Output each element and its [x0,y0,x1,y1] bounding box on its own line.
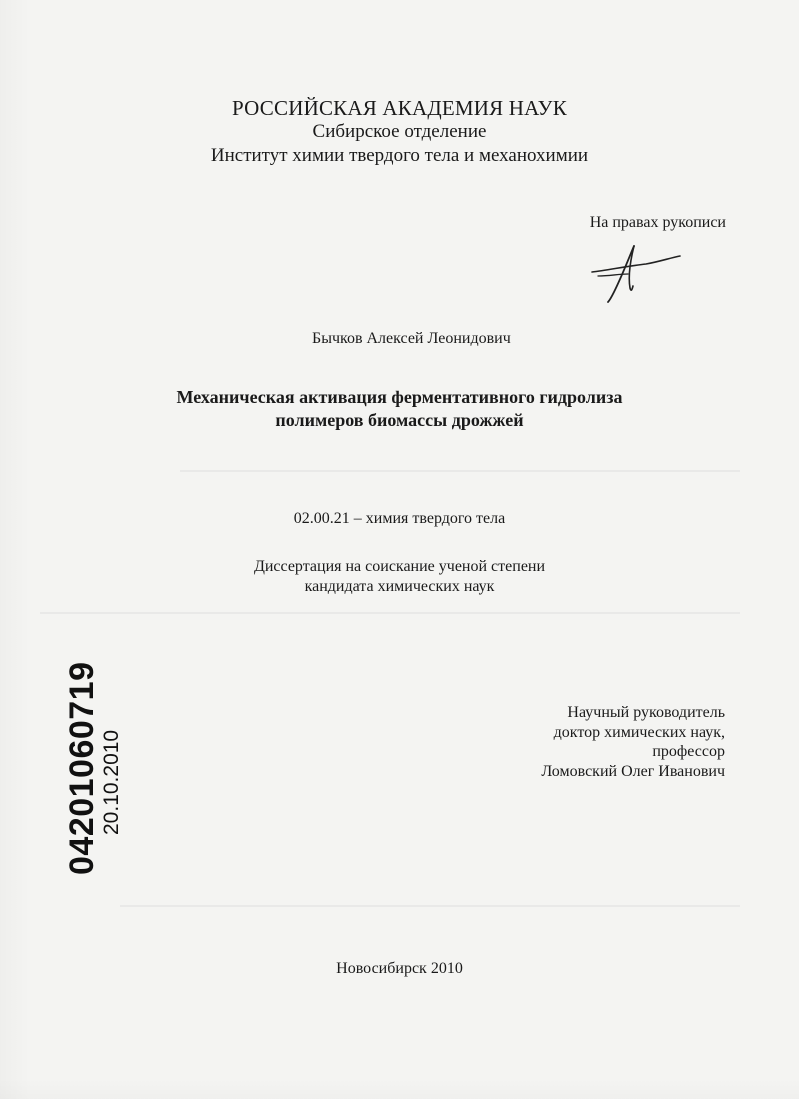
supervisor-block [541,703,725,781]
supervisor-degree: доктор химических наук, [553,723,725,741]
thesis-title-line: полимеров биомассы дрожжей [275,410,524,430]
scan-artifact [180,470,740,472]
thesis-title [0,386,799,432]
scan-artifact [40,612,740,614]
scan-artifact [120,905,740,907]
supervisor-name: Ломовский Олег Иванович [541,762,725,780]
organization-branch: Сибирское отделение [312,121,487,142]
supervisor-role: Научный руководитель [567,704,725,721]
stamp-date: 20.10.2010 [100,729,123,835]
organization-title: РОССИЙСКАЯ АКАДЕМИЯ НАУК [232,96,567,120]
author-name: Бычков Алексей Леонидович [312,330,511,347]
supervisor-title: профессор [652,743,725,760]
city-year: Новосибирск 2010 [336,960,463,977]
thesis-title-line: Механическая активация ферментативного гидролиза [176,387,623,407]
degree-line: Диссертация на соискание ученой степени [253,558,546,575]
specialty-code: 02.00.21 – химия твердого тела [293,510,506,527]
institute-name: Институт химии твердого тела и механохимии [210,145,589,166]
stamp-number: 04201060719 [63,661,101,875]
registration-stamp [30,645,123,875]
degree-line: кандидата химических наук [304,578,495,595]
handwritten-signature-icon [588,240,684,304]
degree-statement [0,557,799,597]
manuscript-rights-note: На правах рукописи [589,214,726,231]
